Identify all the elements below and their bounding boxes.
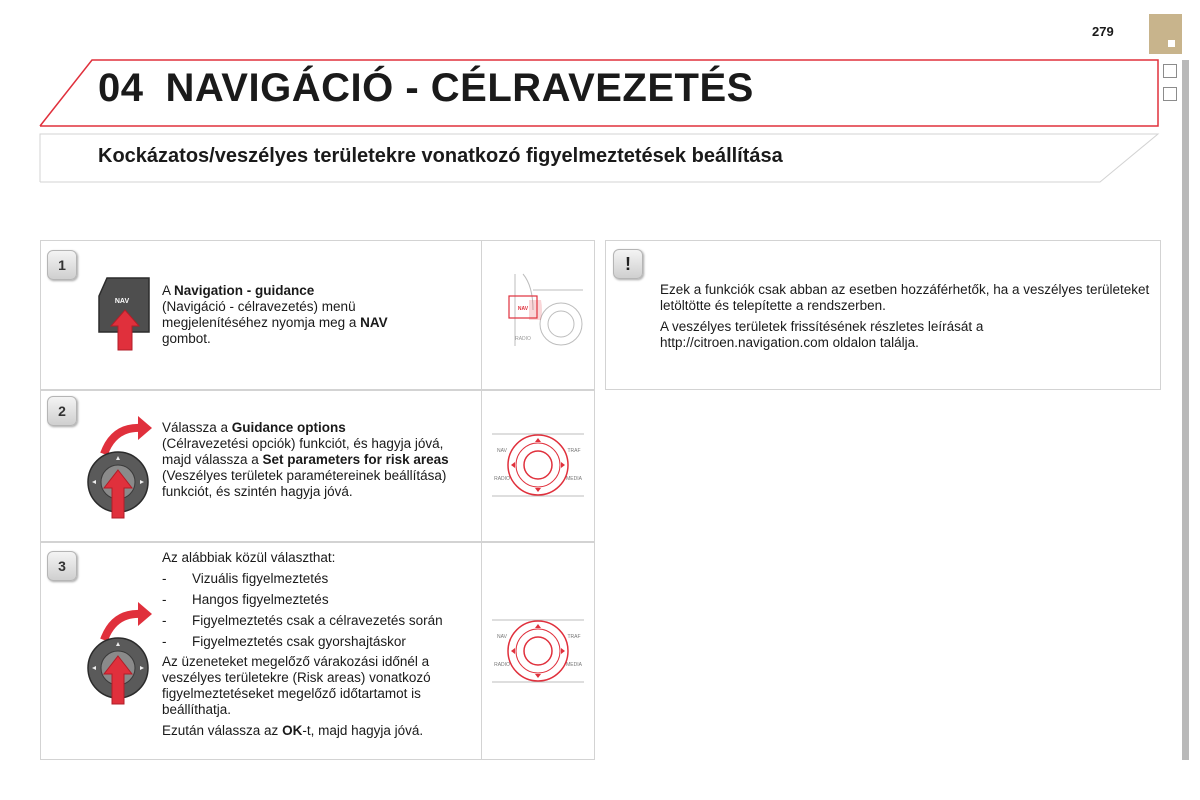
console-diagram-knob: [488, 614, 588, 690]
nav-button-label: NAV: [114, 298, 130, 305]
diagram-label-media: MEDIA: [566, 662, 582, 668]
diagram-label-media: MEDIA: [566, 476, 582, 482]
nav-button-illustration: [95, 270, 160, 354]
diagram-label-traf: TRAF: [567, 448, 581, 454]
page-number: 279: [1092, 24, 1114, 39]
diagram-label-radio: RADIO: [494, 476, 510, 482]
divider: [481, 390, 482, 542]
warning-icon: !: [613, 249, 643, 279]
list-item: - Hangos figyelmeztetés: [162, 592, 329, 607]
diagram-label-nav: NAV: [517, 306, 529, 312]
button-name: NAV: [360, 315, 388, 330]
note-paragraph: Ezek a funkciók csak abban az esetben hozzáférhetők, ha a veszélyes területeket letöltötte és telepítette a rendszerben.: [660, 282, 1150, 313]
section-title: Kockázatos/veszélyes területekre vonatkozó figyelmeztetések beállítása: [98, 145, 783, 167]
chapter-title: NAVIGÁCIÓ - CÉLRAVEZETÉS: [165, 66, 754, 110]
menu-name: Navigation - guidance: [174, 283, 315, 298]
divider: [481, 240, 482, 390]
options-intro: Az alábbiak közül választhat:: [162, 550, 336, 565]
step-number-badge: 2: [47, 396, 77, 426]
diagram-label-traf: TRAF: [567, 634, 581, 640]
chapter-number: 04: [98, 66, 144, 110]
rotary-knob-illustration: [84, 414, 164, 524]
diagram-label-nav: NAV: [497, 634, 507, 640]
diagram-label-radio: RADIO: [494, 662, 510, 668]
console-diagram-knob: [488, 428, 588, 504]
step-3-text: [162, 550, 477, 739]
step-1-text: A Navigation - guidance (Navigáció - célravezetés) menü megjelenítéséhez nyomja meg a NAV gombot.: [162, 283, 388, 346]
option-name: Guidance options: [231, 420, 346, 435]
ok-label: OK: [282, 723, 303, 738]
step-number-badge: 1: [47, 250, 77, 280]
divider: [481, 542, 482, 760]
rotary-knob-illustration: [84, 600, 164, 710]
page-title: [98, 66, 754, 111]
diagram-label-nav: NAV: [497, 448, 507, 454]
console-diagram-nav: [497, 270, 585, 350]
note-text: [660, 282, 1150, 351]
diagram-label-radio: RADIO: [515, 336, 531, 342]
timing-paragraph: Az üzeneteket megelőző várakozási időnél a veszélyes területekre (Risk areas) vonatkozó figyelmeztetéseket megelőző időtartamot is beállíthatja.: [162, 654, 431, 717]
list-item: - Vizuális figyelmeztetés: [162, 571, 329, 586]
option-name: Set parameters for risk areas: [262, 452, 449, 467]
list-item: - Figyelmeztetés csak gyorshajtáskor: [162, 634, 406, 649]
step-number-badge: 3: [47, 551, 77, 581]
note-paragraph: A veszélyes területek frissítésének részletes leírását a http://citroen.navigation.com oldalon találja.: [660, 319, 984, 350]
list-item: - Figyelmeztetés csak a célravezetés során: [162, 613, 443, 628]
step-2-text: Válassza a Guidance options (Célravezetési opciók) funkciót, és hagyja jóvá, majd válassza a Set parameters for risk areas (Veszélyes területek paramétereinek beállítása) funkciót, és szintén hagyja jóvá.: [162, 420, 449, 499]
final-instruction: Ezután válassza az OK-t, majd hagyja jóvá.: [162, 723, 424, 738]
